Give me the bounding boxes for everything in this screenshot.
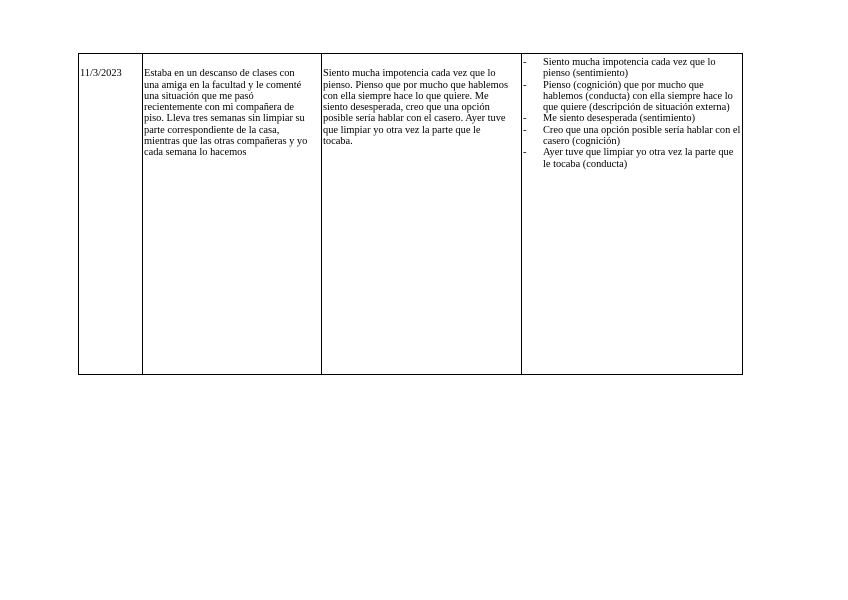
- list-item-text: Ayer tuve que limpiar yo otra vez la parte que le tocaba (conducta): [543, 147, 734, 170]
- analysis-list: [523, 57, 741, 170]
- thought-text: Siento mucha impotencia cada vez que lo pienso. Pienso que por mucho que hablemos con ella siempre hace lo que quiere. Me siento desesperada, creo que una opción posible sería hablar con el casero. Ayer tuve que limpiar yo otra vez la parte que le tocaba.: [323, 68, 508, 148]
- list-item: [523, 57, 741, 80]
- list-item-text: Siento mucha impotencia cada vez que lo pienso (sentimiento): [543, 57, 716, 80]
- list-item: [523, 125, 741, 148]
- list-bullet: -: [523, 124, 527, 136]
- list-item: [523, 147, 741, 170]
- record-table: [78, 53, 743, 375]
- list-item-text: Me siento desesperada (sentimiento): [543, 113, 696, 125]
- list-item-text: Pienso (cognición) que por mucho que hablemos (conducta) con ella siempre hace lo que quiere (descripción de situación externa): [543, 79, 733, 114]
- list-bullet: -: [523, 57, 527, 68]
- situation-text: Estaba en un descanso de clases con una amiga en la facultad y le comenté una situación que me pasó recientemente con mi compañera de piso. Lleva tres semanas sin limpiar su parte correspondiente de la casa, mientras que las otras compañeras y yo cada semana lo hacemos: [144, 68, 308, 159]
- list-bullet: -: [523, 113, 527, 125]
- analysis-cell: [522, 54, 742, 374]
- date-cell: [79, 54, 143, 374]
- situation-cell: [143, 54, 322, 374]
- list-bullet: -: [523, 147, 527, 159]
- date-text: 11/3/2023: [80, 68, 122, 80]
- thought-cell: [322, 54, 522, 374]
- list-item: [523, 80, 741, 114]
- list-item: [523, 113, 741, 124]
- list-bullet: -: [523, 79, 527, 91]
- list-item-text: Creo que una opción posible sería hablar con el casero (cognición): [543, 124, 741, 148]
